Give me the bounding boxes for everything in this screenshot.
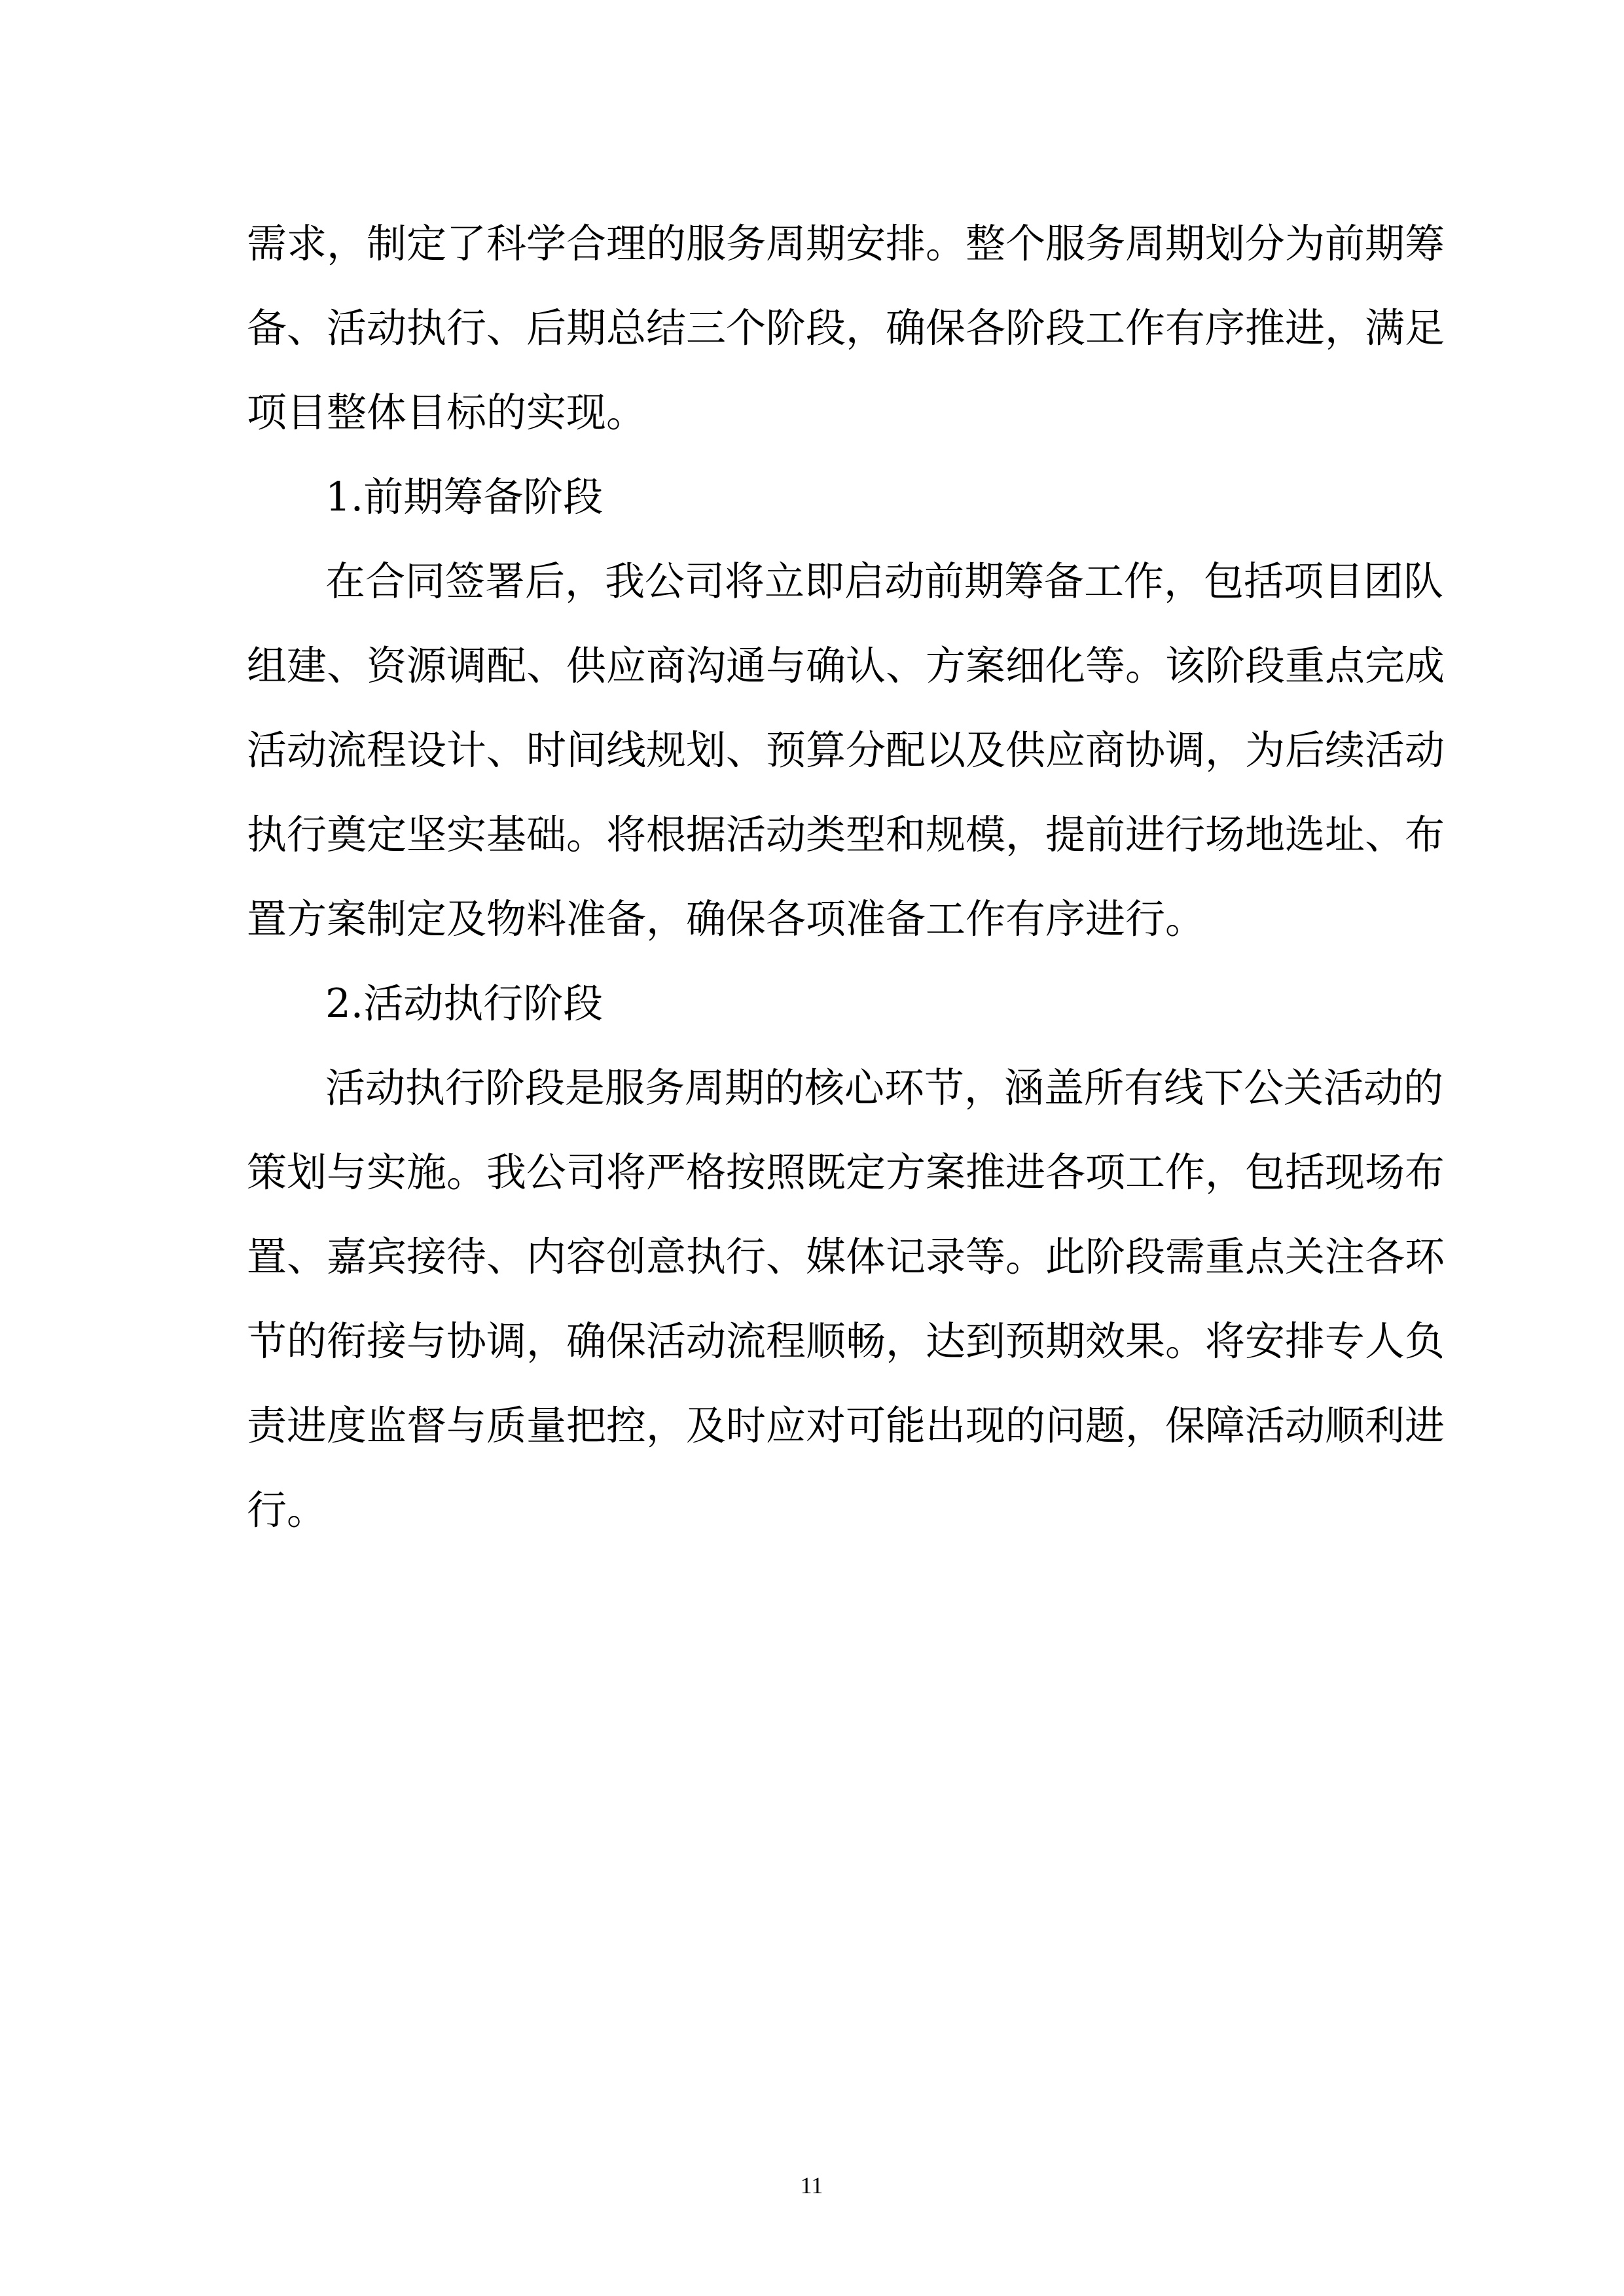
paragraph-line: 活动流程设计、时间线规划、预算分配以及供应商协调，为后续活动 bbox=[247, 727, 1445, 774]
paragraph-line: 组建、资源调配、供应商沟通与确认、方案细化等。该阶段重点完成 bbox=[247, 643, 1445, 689]
paragraph-line: 执行奠定坚实基础。将根据活动类型和规模，提前进行场地选址、布 bbox=[247, 812, 1445, 858]
paragraph-line: 置方案制定及物料准备，确保各项准备工作有序进行。 bbox=[247, 896, 1206, 942]
paragraph-line: 行。 bbox=[247, 1487, 327, 1534]
paragraph-line: 责进度监督与质量把控，及时应对可能出现的问题，保障活动顺利进 bbox=[247, 1403, 1445, 1449]
section-heading: 2.活动执行阶段 bbox=[325, 980, 604, 1027]
paragraph-line: 项目整体目标的实现。 bbox=[247, 389, 647, 436]
paragraph-line: 置、嘉宾接待、内容创意执行、媒体记录等。此阶段需重点关注各环 bbox=[247, 1234, 1445, 1280]
paragraph-line: 在合同签署后，我公司将立即启动前期筹备工作，包括项目团队 bbox=[325, 558, 1444, 605]
page-number: 11 bbox=[800, 2172, 823, 2198]
paragraph-line: 备、活动执行、后期总结三个阶段，确保各阶段工作有序推进，满足 bbox=[247, 305, 1445, 351]
paragraph-line: 节的衔接与协调，确保活动流程顺畅，达到预期效果。将安排专人负 bbox=[247, 1318, 1445, 1365]
section-heading: 1.前期筹备阶段 bbox=[325, 474, 604, 520]
paragraph-line: 活动执行阶段是服务周期的核心环节，涵盖所有线下公关活动的 bbox=[325, 1065, 1444, 1111]
paragraph-line: 需求，制定了科学合理的服务周期安排。整个服务周期划分为前期筹 bbox=[247, 221, 1445, 267]
paragraph-line: 策划与实施。我公司将严格按照既定方案推进各项工作，包括现场布 bbox=[247, 1149, 1445, 1196]
